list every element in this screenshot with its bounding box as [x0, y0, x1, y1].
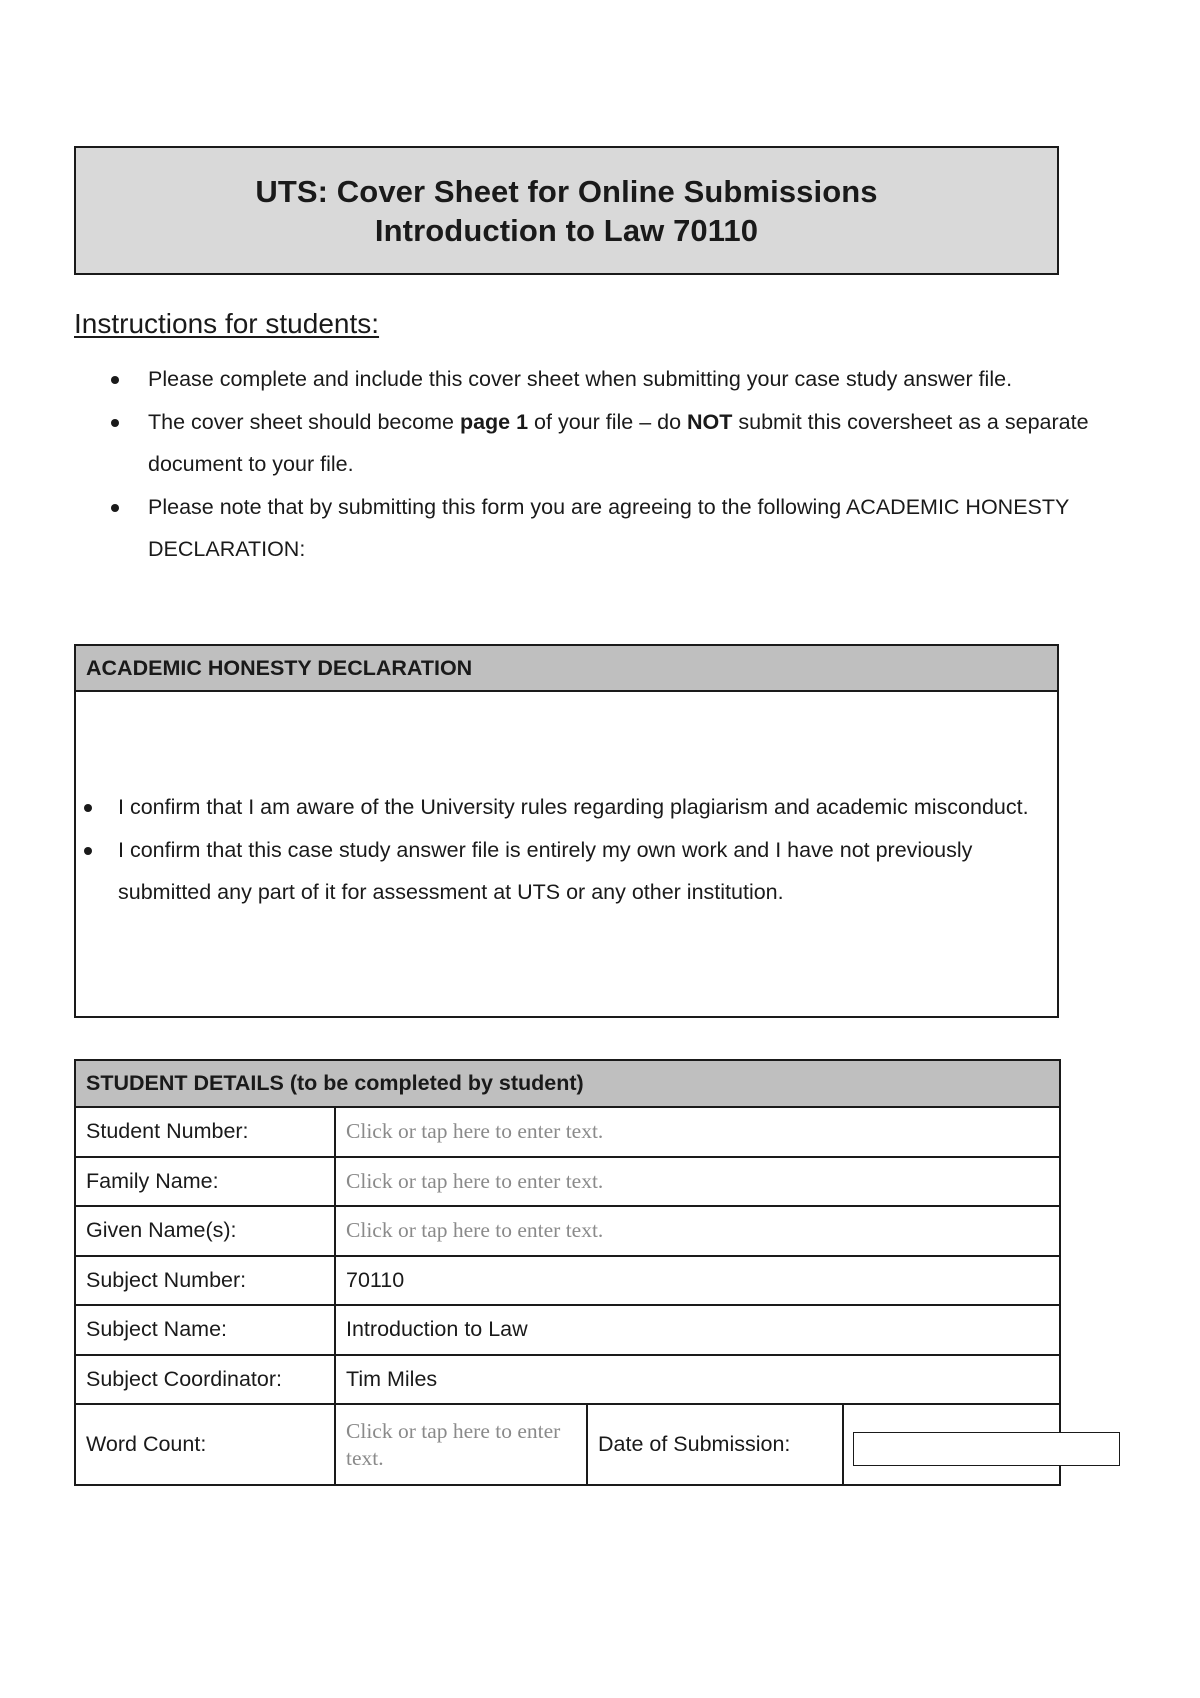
word-count-label: Word Count:: [75, 1404, 335, 1485]
student-number-label: Student Number:: [75, 1107, 335, 1157]
family-name-label: Family Name:: [75, 1157, 335, 1207]
declaration-item: [76, 786, 1036, 829]
table-row: [75, 1157, 1060, 1207]
instruction-item: [74, 486, 1094, 571]
date-of-submission-label: Date of Submission:: [587, 1404, 843, 1485]
given-names-placeholder[interactable]: Click or tap here to enter text.: [346, 1218, 604, 1243]
subject-name-value: Introduction to Law: [335, 1305, 1060, 1355]
declaration-text: I confirm that this case study answer file is entirely my own work and I have not previously submitted any part of it for assessment at UTS or any other institution.: [118, 837, 973, 904]
student-number-field[interactable]: [335, 1107, 1060, 1157]
instruction-bold-not: NOT: [687, 409, 733, 434]
instructions-heading: Instructions for students:: [74, 308, 380, 339]
instruction-text: Please complete and include this cover sheet when submitting your case study answer file.: [148, 367, 1013, 391]
subject-coordinator-label: Subject Coordinator:: [75, 1355, 335, 1405]
title-line-1: UTS: Cover Sheet for Online Submissions: [255, 173, 878, 209]
bullet-icon: [84, 804, 92, 812]
instruction-text-part: of your file – do: [528, 409, 688, 434]
bullet-icon: [111, 419, 119, 427]
subject-name-label: Subject Name:: [75, 1305, 335, 1355]
given-names-field[interactable]: [335, 1206, 1060, 1256]
date-of-submission-field[interactable]: [853, 1432, 1120, 1466]
table-row: [75, 1107, 1060, 1157]
table-row: [75, 1256, 1060, 1306]
instruction-bold-page-1: page 1: [459, 409, 529, 434]
bullet-icon: [84, 847, 92, 855]
declaration-item: [76, 829, 1036, 914]
declaration-heading: ACADEMIC HONESTY DECLARATION: [76, 646, 1057, 692]
instruction-text: Please note that by submitting this form you are agreeing to the following ACADEMIC HONESTY DECLARATION:: [148, 494, 1069, 561]
given-names-label: Given Name(s):: [75, 1206, 335, 1256]
instruction-item: [74, 401, 1094, 486]
family-name-field[interactable]: [335, 1157, 1060, 1207]
title-line-2: Introduction to Law 70110: [374, 212, 759, 248]
student-number-placeholder[interactable]: Click or tap here to enter text.: [346, 1119, 604, 1144]
word-count-field[interactable]: [335, 1404, 587, 1485]
instruction-item: [74, 358, 1094, 401]
subject-number-label: Subject Number:: [75, 1256, 335, 1306]
subject-coordinator-value: Tim Miles: [335, 1355, 1060, 1405]
subject-number-value: 70110: [335, 1256, 1060, 1306]
declaration-list: [76, 786, 1036, 914]
family-name-placeholder[interactable]: Click or tap here to enter text.: [346, 1168, 604, 1193]
instruction-text-part: The cover sheet should become: [148, 409, 460, 434]
table-row: [75, 1355, 1060, 1405]
declaration-text: I confirm that I am aware of the University rules regarding plagiarism and academic misconduct.: [118, 795, 1029, 819]
instructions-list: [74, 358, 1094, 571]
academic-honesty-declaration: [74, 644, 1059, 1018]
student-details-table: [74, 1059, 1061, 1486]
table-row: [75, 1305, 1060, 1355]
instruction-text-part: submit this coversheet as a separate document to your file.: [148, 409, 1089, 476]
table-row: [75, 1206, 1060, 1256]
student-details-heading: STUDENT DETAILS (to be completed by student): [75, 1060, 1060, 1107]
bullet-icon: [111, 376, 119, 384]
cover-sheet-title: [74, 146, 1059, 275]
bullet-icon: [111, 504, 119, 512]
word-count-placeholder[interactable]: Click or tap here to enter text.: [346, 1418, 561, 1470]
